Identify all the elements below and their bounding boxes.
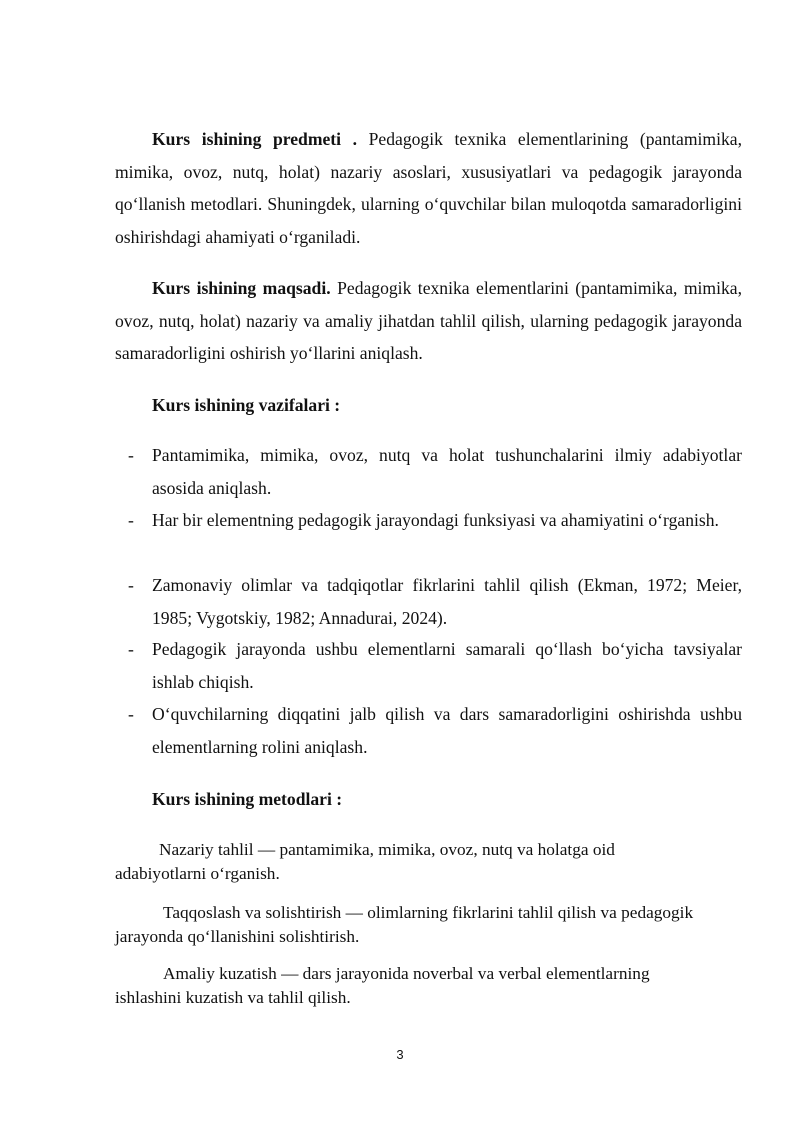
goal-paragraph: [115, 272, 742, 370]
list-bullet: -: [128, 445, 134, 465]
method-line: Amaliy kuzatish — dars jarayonida noverbal va verbal elementlarning: [163, 964, 650, 983]
method-line: Taqqoslash va solishtirish — olimlarning fikrlarini tahlil qilish va pedagogik: [163, 903, 694, 922]
list-item-text: O‘quvchilarning diqqatini jalb qilish va dars samaradorligini oshirishda ushbu elementlarning rolini aniqlash.: [152, 704, 742, 757]
list-bullet: -: [128, 704, 134, 724]
subject-heading: Kurs ishining predmeti .: [152, 129, 358, 149]
list-item: [128, 698, 742, 763]
method-line: Nazariy tahlil — pantamimika, mimika, ovoz, nutq va holatga oid: [159, 840, 615, 859]
list-bullet: -: [128, 639, 134, 659]
page-number: 3: [396, 1047, 404, 1062]
list-item: [128, 504, 742, 537]
goal-heading: Kurs ishining maqsadi.: [152, 278, 331, 298]
subject-paragraph: [115, 123, 742, 253]
method-line: ishlashini kuzatish va tahlil qilish.: [115, 988, 351, 1007]
method-item: [115, 901, 755, 949]
goal-text: Pedagogik texnika elementlarini (pantamimika, mimika, ovoz, nutq, holat) nazariy va amaliy jihatdan tahlil qilish, ularning pedagogik jarayonda samaradorligini oshirish yo‘llarini aniqlash.: [115, 278, 742, 364]
tasks-heading: Kurs ishining vazifalari :: [152, 395, 341, 415]
list-item-text: Har bir elementning pedagogik jarayondagi funksiyasi va ahamiyatini o‘rganish.: [152, 510, 719, 530]
methods-heading: Kurs ishining metodlari :: [152, 789, 343, 809]
subject-text: Pedagogik texnika elementlarining (pantamimika, mimika, ovoz, nutq, holat) nazariy asoslari, xususiyatlari va pedagogik jarayonda qo‘llanish metodlari. Shuningdek, ularning o‘quvchilar bilan muloqotda samaradorligini oshirishdagi ahamiyati o‘rganiladi.: [115, 129, 742, 247]
list-bullet: -: [128, 510, 134, 530]
list-item-text: Pedagogik jarayonda ushbu elementlarni samarali qo‘llash bo‘yicha tavsiyalar ishlab chiqish.: [152, 639, 742, 692]
method-line: jarayonda qo‘llanishini solishtirish.: [115, 927, 360, 946]
method-line: adabiyotlarni o‘rganish.: [115, 864, 280, 883]
list-item: [128, 569, 742, 634]
list-item: [128, 439, 742, 504]
list-item: [128, 633, 742, 698]
method-item: [115, 838, 755, 886]
list-bullet: -: [128, 575, 134, 595]
list-item-text: Pantamimika, mimika, ovoz, nutq va holat tushunchalarini ilmiy adabiyotlar asosida aniqlash.: [152, 445, 742, 498]
method-item: [115, 962, 755, 1010]
list-item-text: Zamonaviy olimlar va tadqiqotlar fikrlarini tahlil qilish (Ekman, 1972; Meier, 1985; Vygotskiy, 1982; Annadurai, 2024).: [152, 575, 742, 628]
